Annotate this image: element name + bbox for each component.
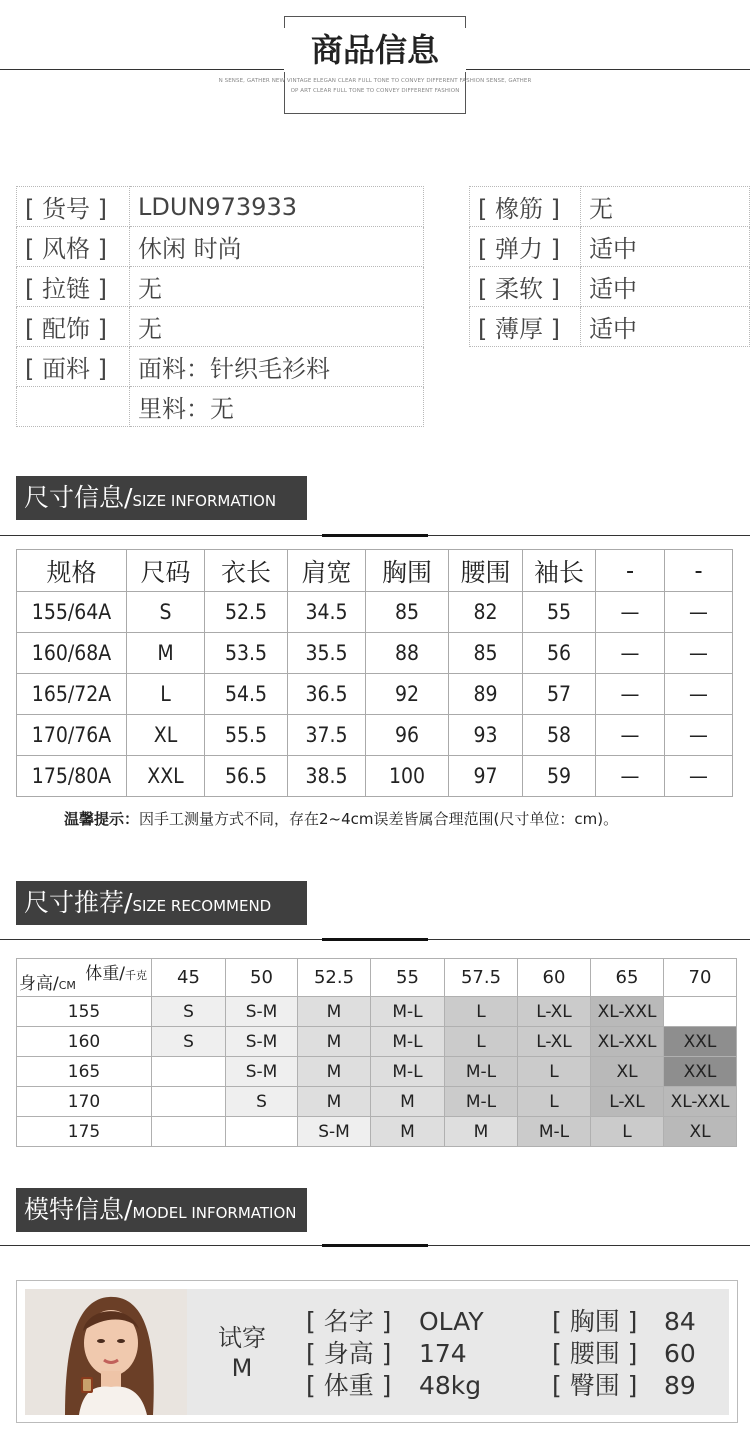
- table-row: [17, 633, 733, 674]
- column-header: 腰围: [449, 550, 523, 592]
- try-label: 试穿: [218, 1324, 266, 1352]
- model-hip-label: [ 臀围 ]: [552, 1371, 638, 1400]
- recommend-cell: M-L: [445, 1057, 518, 1087]
- banner-title-en: SIZE INFORMATION: [132, 492, 277, 510]
- recommend-cell: M-L: [371, 1027, 445, 1057]
- table-row: [17, 1027, 737, 1057]
- info-label: [ 柔软 ]: [470, 267, 581, 307]
- measurement-tip: [64, 808, 618, 829]
- info-value: 无: [130, 307, 424, 347]
- weight-header: 57.5: [445, 959, 518, 997]
- table-cell: —: [596, 715, 665, 756]
- tip-text: 因手工测量方式不同，存在2~4cm误差皆属合理范围(尺寸单位：cm)。: [139, 810, 619, 828]
- info-row: [470, 267, 750, 307]
- table-cell: —: [665, 756, 733, 797]
- model-name-value: OLAY: [419, 1307, 484, 1336]
- info-value: 休闲 时尚: [130, 227, 424, 267]
- recommend-cell: S-M: [226, 1027, 298, 1057]
- recommend-cell: M: [298, 1087, 371, 1117]
- height-cell: 160: [17, 1027, 152, 1057]
- info-row: [17, 187, 424, 227]
- size-info-banner: [16, 476, 307, 520]
- try-size: M: [231, 1354, 253, 1382]
- page-title: 商品信息: [284, 28, 466, 72]
- table-cell: 35.5: [288, 633, 366, 674]
- table-cell: 55: [523, 592, 596, 633]
- table-cell: 54.5: [205, 674, 288, 715]
- table-cell: XL: [127, 715, 205, 756]
- recommend-cell: M-L: [445, 1087, 518, 1117]
- info-label: [ 薄厚 ]: [470, 307, 581, 347]
- header-subtitle: [200, 76, 550, 96]
- banner-title-cn: 模特信息/: [24, 1195, 133, 1224]
- table-row: [17, 1057, 737, 1087]
- table-row: [17, 997, 737, 1027]
- weight-header-row: [17, 959, 737, 997]
- recommend-cell: XL-XXL: [591, 1027, 664, 1057]
- table-row: [17, 1117, 737, 1147]
- height-label: 身高/: [19, 974, 59, 994]
- table-cell: 58: [523, 715, 596, 756]
- weight-header: 70: [664, 959, 737, 997]
- info-row: [17, 387, 424, 427]
- model-waist-value: 60: [664, 1339, 696, 1368]
- column-header: 肩宽: [288, 550, 366, 592]
- info-value: 无: [581, 187, 750, 227]
- weight-unit: 千克: [125, 969, 147, 982]
- info-value: 无: [130, 267, 424, 307]
- model-weight-label: [ 体重 ]: [306, 1371, 392, 1400]
- table-cell: —: [596, 633, 665, 674]
- header-subtitle-line-2: OP ART CLEAR FULL TONE TO CONVEY DIFFERENT FASHION: [290, 88, 460, 94]
- table-cell: 97: [449, 756, 523, 797]
- section-marker: [322, 938, 428, 941]
- section-marker: [322, 534, 428, 537]
- recommend-cell: [226, 1117, 298, 1147]
- recommend-cell: XXL: [664, 1027, 737, 1057]
- table-cell: 57: [523, 674, 596, 715]
- model-waist-label: [ 腰围 ]: [552, 1339, 638, 1368]
- recommend-cell: XL: [591, 1057, 664, 1087]
- model-portrait-image: [25, 1289, 187, 1415]
- recommend-cell: M: [298, 997, 371, 1027]
- table-cell: 100: [366, 756, 449, 797]
- recommend-cell: L: [591, 1117, 664, 1147]
- info-row: [17, 307, 424, 347]
- recommend-cell: L-XL: [518, 997, 591, 1027]
- size-table: [16, 549, 733, 797]
- info-row: [17, 267, 424, 307]
- table-cell: 85: [366, 592, 449, 633]
- table-cell: 53.5: [205, 633, 288, 674]
- product-info-right: [469, 186, 750, 347]
- info-row: [470, 307, 750, 347]
- banner-title-en: SIZE RECOMMEND: [132, 897, 272, 915]
- recommend-cell: S-M: [298, 1117, 371, 1147]
- table-cell: —: [596, 592, 665, 633]
- info-label: [ 橡筋 ]: [470, 187, 581, 227]
- info-label: [ 货号 ]: [17, 187, 130, 227]
- table-row: [17, 1087, 737, 1117]
- column-header: 胸围: [366, 550, 449, 592]
- table-cell: 55.5: [205, 715, 288, 756]
- model-bust-value: 84: [664, 1307, 696, 1336]
- product-info-left: [16, 186, 424, 427]
- info-label: [ 拉链 ]: [17, 267, 130, 307]
- table-row: [17, 592, 733, 633]
- recommend-cell: S: [152, 1027, 226, 1057]
- table-cell: 93: [449, 715, 523, 756]
- recommend-cell: L-XL: [518, 1027, 591, 1057]
- table-cell: 170/76A: [17, 715, 127, 756]
- info-value: 面料：针织毛衫料: [130, 347, 424, 387]
- size-recommend-table: [16, 958, 737, 1147]
- table-cell: L: [127, 674, 205, 715]
- table-cell: 37.5: [288, 715, 366, 756]
- recommend-cell: L: [518, 1087, 591, 1117]
- column-header: -: [665, 550, 733, 592]
- info-row: [470, 187, 750, 227]
- recommend-cell: XL: [664, 1117, 737, 1147]
- recommend-cell: M: [298, 1057, 371, 1087]
- table-cell: 56.5: [205, 756, 288, 797]
- table-cell: 56: [523, 633, 596, 674]
- table-cell: 36.5: [288, 674, 366, 715]
- table-cell: 160/68A: [17, 633, 127, 674]
- table-cell: —: [665, 592, 733, 633]
- table-cell: 155/64A: [17, 592, 127, 633]
- table-cell: 92: [366, 674, 449, 715]
- recommend-cell: M: [298, 1027, 371, 1057]
- table-row: [17, 756, 733, 797]
- table-cell: —: [665, 633, 733, 674]
- height-cell: 170: [17, 1087, 152, 1117]
- column-header: 尺码: [127, 550, 205, 592]
- info-value: 适中: [581, 227, 750, 267]
- info-label: [ 配饰 ]: [17, 307, 130, 347]
- table-cell: 96: [366, 715, 449, 756]
- weight-header: 50: [226, 959, 298, 997]
- height-cell: 165: [17, 1057, 152, 1087]
- banner-title-cn: 尺寸信息/: [24, 483, 133, 512]
- recommend-cell: S: [152, 997, 226, 1027]
- table-row: [17, 715, 733, 756]
- recommend-cell: L-XL: [591, 1087, 664, 1117]
- weight-header: 60: [518, 959, 591, 997]
- recommend-cell: M-L: [371, 1057, 445, 1087]
- table-cell: 34.5: [288, 592, 366, 633]
- weight-header: 45: [152, 959, 226, 997]
- table-cell: 85: [449, 633, 523, 674]
- info-label: [ 弹力 ]: [470, 227, 581, 267]
- info-label: [ 面料 ]: [17, 347, 130, 387]
- table-row: [17, 674, 733, 715]
- info-row: [470, 227, 750, 267]
- info-label: [17, 387, 130, 427]
- column-header: 规格: [17, 550, 127, 592]
- recommend-cell: M-L: [371, 997, 445, 1027]
- column-header: 袖长: [523, 550, 596, 592]
- info-value: 适中: [581, 267, 750, 307]
- model-height-value: 174: [419, 1339, 467, 1368]
- table-cell: 59: [523, 756, 596, 797]
- info-value: 里料：无: [130, 387, 424, 427]
- model-weight-value: 48kg: [419, 1371, 482, 1400]
- info-value: LDUN973933: [130, 187, 424, 227]
- info-label: [ 风格 ]: [17, 227, 130, 267]
- recommend-cell: L: [445, 997, 518, 1027]
- model-bust-label: [ 胸围 ]: [552, 1307, 638, 1336]
- size-recommend-banner: [16, 881, 307, 925]
- try-on-size: [205, 1323, 279, 1383]
- height-cell: 175: [17, 1117, 152, 1147]
- recommend-cell: [152, 1087, 226, 1117]
- table-cell: —: [665, 674, 733, 715]
- recommend-cell: M: [371, 1087, 445, 1117]
- table-cell: —: [665, 715, 733, 756]
- table-cell: 175/80A: [17, 756, 127, 797]
- table-cell: 89: [449, 674, 523, 715]
- recommend-cell: S: [226, 1087, 298, 1117]
- table-cell: XXL: [127, 756, 205, 797]
- column-header: -: [596, 550, 665, 592]
- table-cell: 38.5: [288, 756, 366, 797]
- recommend-cell: XL-XXL: [591, 997, 664, 1027]
- recommend-cell: [152, 1117, 226, 1147]
- table-cell: S: [127, 592, 205, 633]
- banner-title-en: MODEL INFORMATION: [132, 1204, 297, 1222]
- table-cell: M: [127, 633, 205, 674]
- table-cell: 165/72A: [17, 674, 127, 715]
- recommend-cell: M: [445, 1117, 518, 1147]
- table-cell: 52.5: [205, 592, 288, 633]
- recommend-cell: S-M: [226, 997, 298, 1027]
- table-corner: [17, 959, 152, 997]
- section-marker: [322, 1244, 428, 1247]
- model-hip-value: 89: [664, 1371, 696, 1400]
- column-header: 衣长: [205, 550, 288, 592]
- size-table-header: [17, 550, 733, 592]
- model-name-label: [ 名字 ]: [306, 1307, 392, 1336]
- weight-label: 体重/: [85, 964, 125, 984]
- recommend-cell: XL-XXL: [664, 1087, 737, 1117]
- table-cell: 82: [449, 592, 523, 633]
- recommend-cell: M-L: [518, 1117, 591, 1147]
- height-axis-label: [19, 969, 76, 994]
- model-photo: [25, 1289, 187, 1415]
- height-cell: 155: [17, 997, 152, 1027]
- recommend-cell: [664, 997, 737, 1027]
- recommend-cell: S-M: [226, 1057, 298, 1087]
- recommend-cell: [152, 1057, 226, 1087]
- table-cell: —: [596, 674, 665, 715]
- recommend-cell: L: [445, 1027, 518, 1057]
- table-cell: —: [596, 756, 665, 797]
- model-info-banner: [16, 1188, 307, 1232]
- header-subtitle-line-1: N SENSE, GATHER NEW VINTAGE ELEGAN CLEAR FULL TONE TO CONVEY DIFFERENT FASHION SENSE, GATHER: [218, 78, 532, 84]
- model-height-label: [ 身高 ]: [306, 1339, 392, 1368]
- weight-header: 65: [591, 959, 664, 997]
- info-row: [17, 227, 424, 267]
- recommend-cell: M: [371, 1117, 445, 1147]
- weight-axis-label: [85, 959, 147, 984]
- weight-header: 52.5: [298, 959, 371, 997]
- info-row: [17, 347, 424, 387]
- tip-label: 温馨提示：: [64, 810, 140, 828]
- banner-title-cn: 尺寸推荐/: [24, 888, 133, 917]
- table-cell: 88: [366, 633, 449, 674]
- info-value: 适中: [581, 307, 750, 347]
- height-unit: CM: [58, 979, 76, 992]
- recommend-cell: XXL: [664, 1057, 737, 1087]
- recommend-cell: L: [518, 1057, 591, 1087]
- weight-header: 55: [371, 959, 445, 997]
